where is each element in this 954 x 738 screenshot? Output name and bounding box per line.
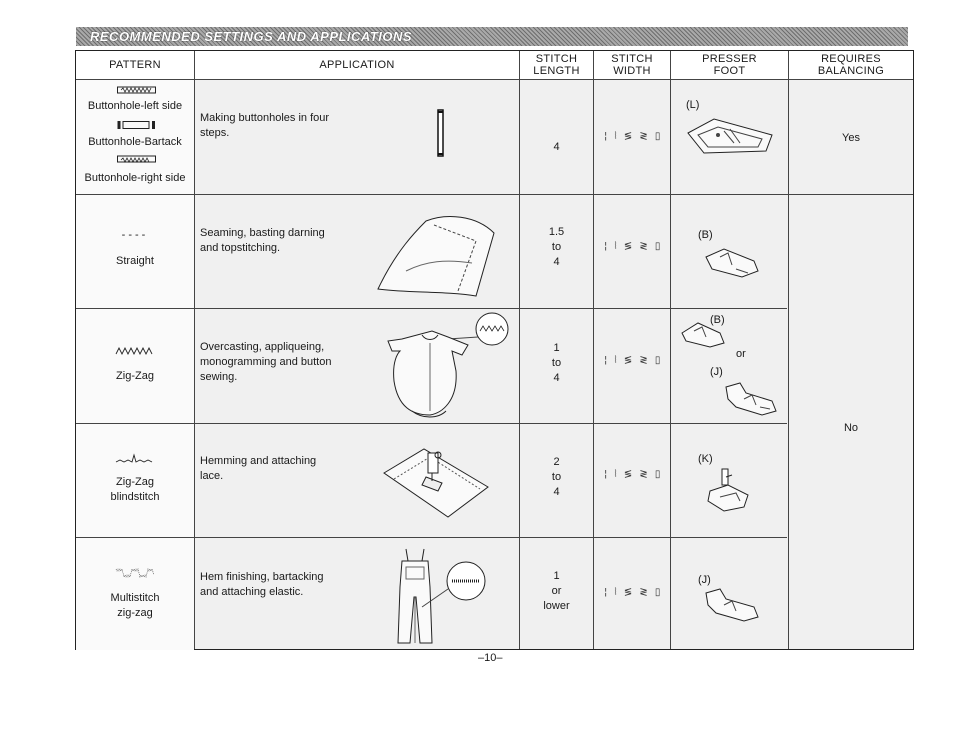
banner-title: RECOMMENDED SETTINGS AND APPLICATIONS — [90, 29, 413, 44]
stitch-width-dial-icon: ¦ ⦚ ≶ ≷ ▯ — [604, 355, 663, 366]
buttonhole-left-icon — [117, 85, 157, 95]
multistitch-pattern-icon — [116, 567, 156, 579]
buttonhole-illustration — [437, 109, 445, 159]
baby-garment-illustration — [382, 311, 512, 421]
pattern-column — [76, 80, 194, 650]
header-stitch-width: STITCH WIDTH — [594, 51, 670, 79]
presser-foot-b-icon — [680, 319, 728, 349]
stitch-length-straight: 1.5 to 4 — [548, 226, 565, 268]
pattern-blindstitch: Zig-Zag blindstitch — [110, 476, 160, 503]
buttonhole-bartack-icon — [117, 120, 157, 130]
pattern-straight-symbol: ---- — [121, 229, 149, 241]
stitch-length-zigzag: 1 to 4 — [551, 342, 562, 384]
header-stitch-length: STITCH LENGTH — [520, 51, 593, 79]
foot-zigzag-or: or — [736, 348, 746, 360]
settings-table — [75, 50, 914, 650]
stitch-width-dial-icon: ¦ ⦚ ≶ ≷ ▯ — [604, 587, 663, 598]
pattern-buttonhole-left: Buttonhole-left side — [87, 100, 183, 112]
application-zigzag: Overcasting, appliqueing, monogramming and button sewing. — [200, 341, 332, 383]
header-requires-balancing: REQUIRES BALANCING — [789, 51, 913, 79]
presser-foot-k-icon — [704, 467, 752, 515]
stitch-length-multistitch: 1 or lower — [543, 570, 570, 612]
stitch-length-buttonhole: 4 — [553, 141, 560, 153]
presser-foot-b-icon — [702, 247, 762, 279]
application-straight: Seaming, basting darning and topstitching. — [200, 227, 325, 254]
presser-foot-j-icon — [702, 587, 762, 623]
foot-blindstitch-label: (K) — [698, 453, 713, 465]
overalls-illustration — [386, 547, 490, 647]
foot-zigzag-label-b: (B) — [710, 314, 725, 326]
balancing-yes: Yes — [842, 132, 860, 144]
foot-multistitch-label: (J) — [698, 574, 711, 586]
stitch-width-dial-icon: ¦ ⦚ ≶ ≷ ▯ — [604, 241, 663, 252]
application-blindstitch: Hemming and attaching lace. — [200, 455, 317, 482]
foot-straight-label: (B) — [698, 229, 713, 241]
foot-zigzag-label-j: (J) — [710, 366, 723, 378]
blindstitch-pattern-icon — [116, 454, 152, 464]
stitch-width-dial-icon: ¦ ⦚ ≶ ≷ ▯ — [604, 469, 663, 480]
pattern-buttonhole-right: Buttonhole-right side — [84, 172, 186, 184]
section-banner — [76, 27, 908, 46]
buttonhole-right-icon — [117, 155, 157, 165]
hemming-lace-illustration — [382, 447, 492, 527]
application-buttonhole: Making buttonholes in four steps. — [200, 112, 330, 139]
header-pattern: PATTERN — [76, 51, 194, 79]
stitch-width-dial-icon: ¦ ⦚ ≶ ≷ ▯ — [604, 131, 663, 142]
application-multistitch: Hem finishing, bartacking and attaching elastic. — [200, 571, 324, 598]
buttonhole-foot-icon — [684, 113, 776, 159]
zigzag-pattern-icon — [116, 347, 154, 355]
pattern-zigzag: Zig-Zag — [116, 370, 154, 382]
pattern-buttonhole-bartack: Buttonhole-Bartack — [88, 136, 182, 148]
presser-foot-j-icon — [722, 381, 780, 417]
pattern-straight: Straight — [116, 255, 154, 267]
balancing-no: No — [843, 422, 859, 434]
header-presser-foot: PRESSER FOOT — [671, 51, 788, 79]
stitch-length-blindstitch: 2 to 4 — [551, 456, 562, 498]
foot-buttonhole-label: (L) — [686, 99, 700, 111]
pattern-multistitch: Multistitch zig-zag — [110, 592, 160, 619]
page-number: –10– — [478, 652, 503, 664]
fabric-seam-illustration — [376, 211, 496, 301]
header-application: APPLICATION — [195, 51, 519, 79]
